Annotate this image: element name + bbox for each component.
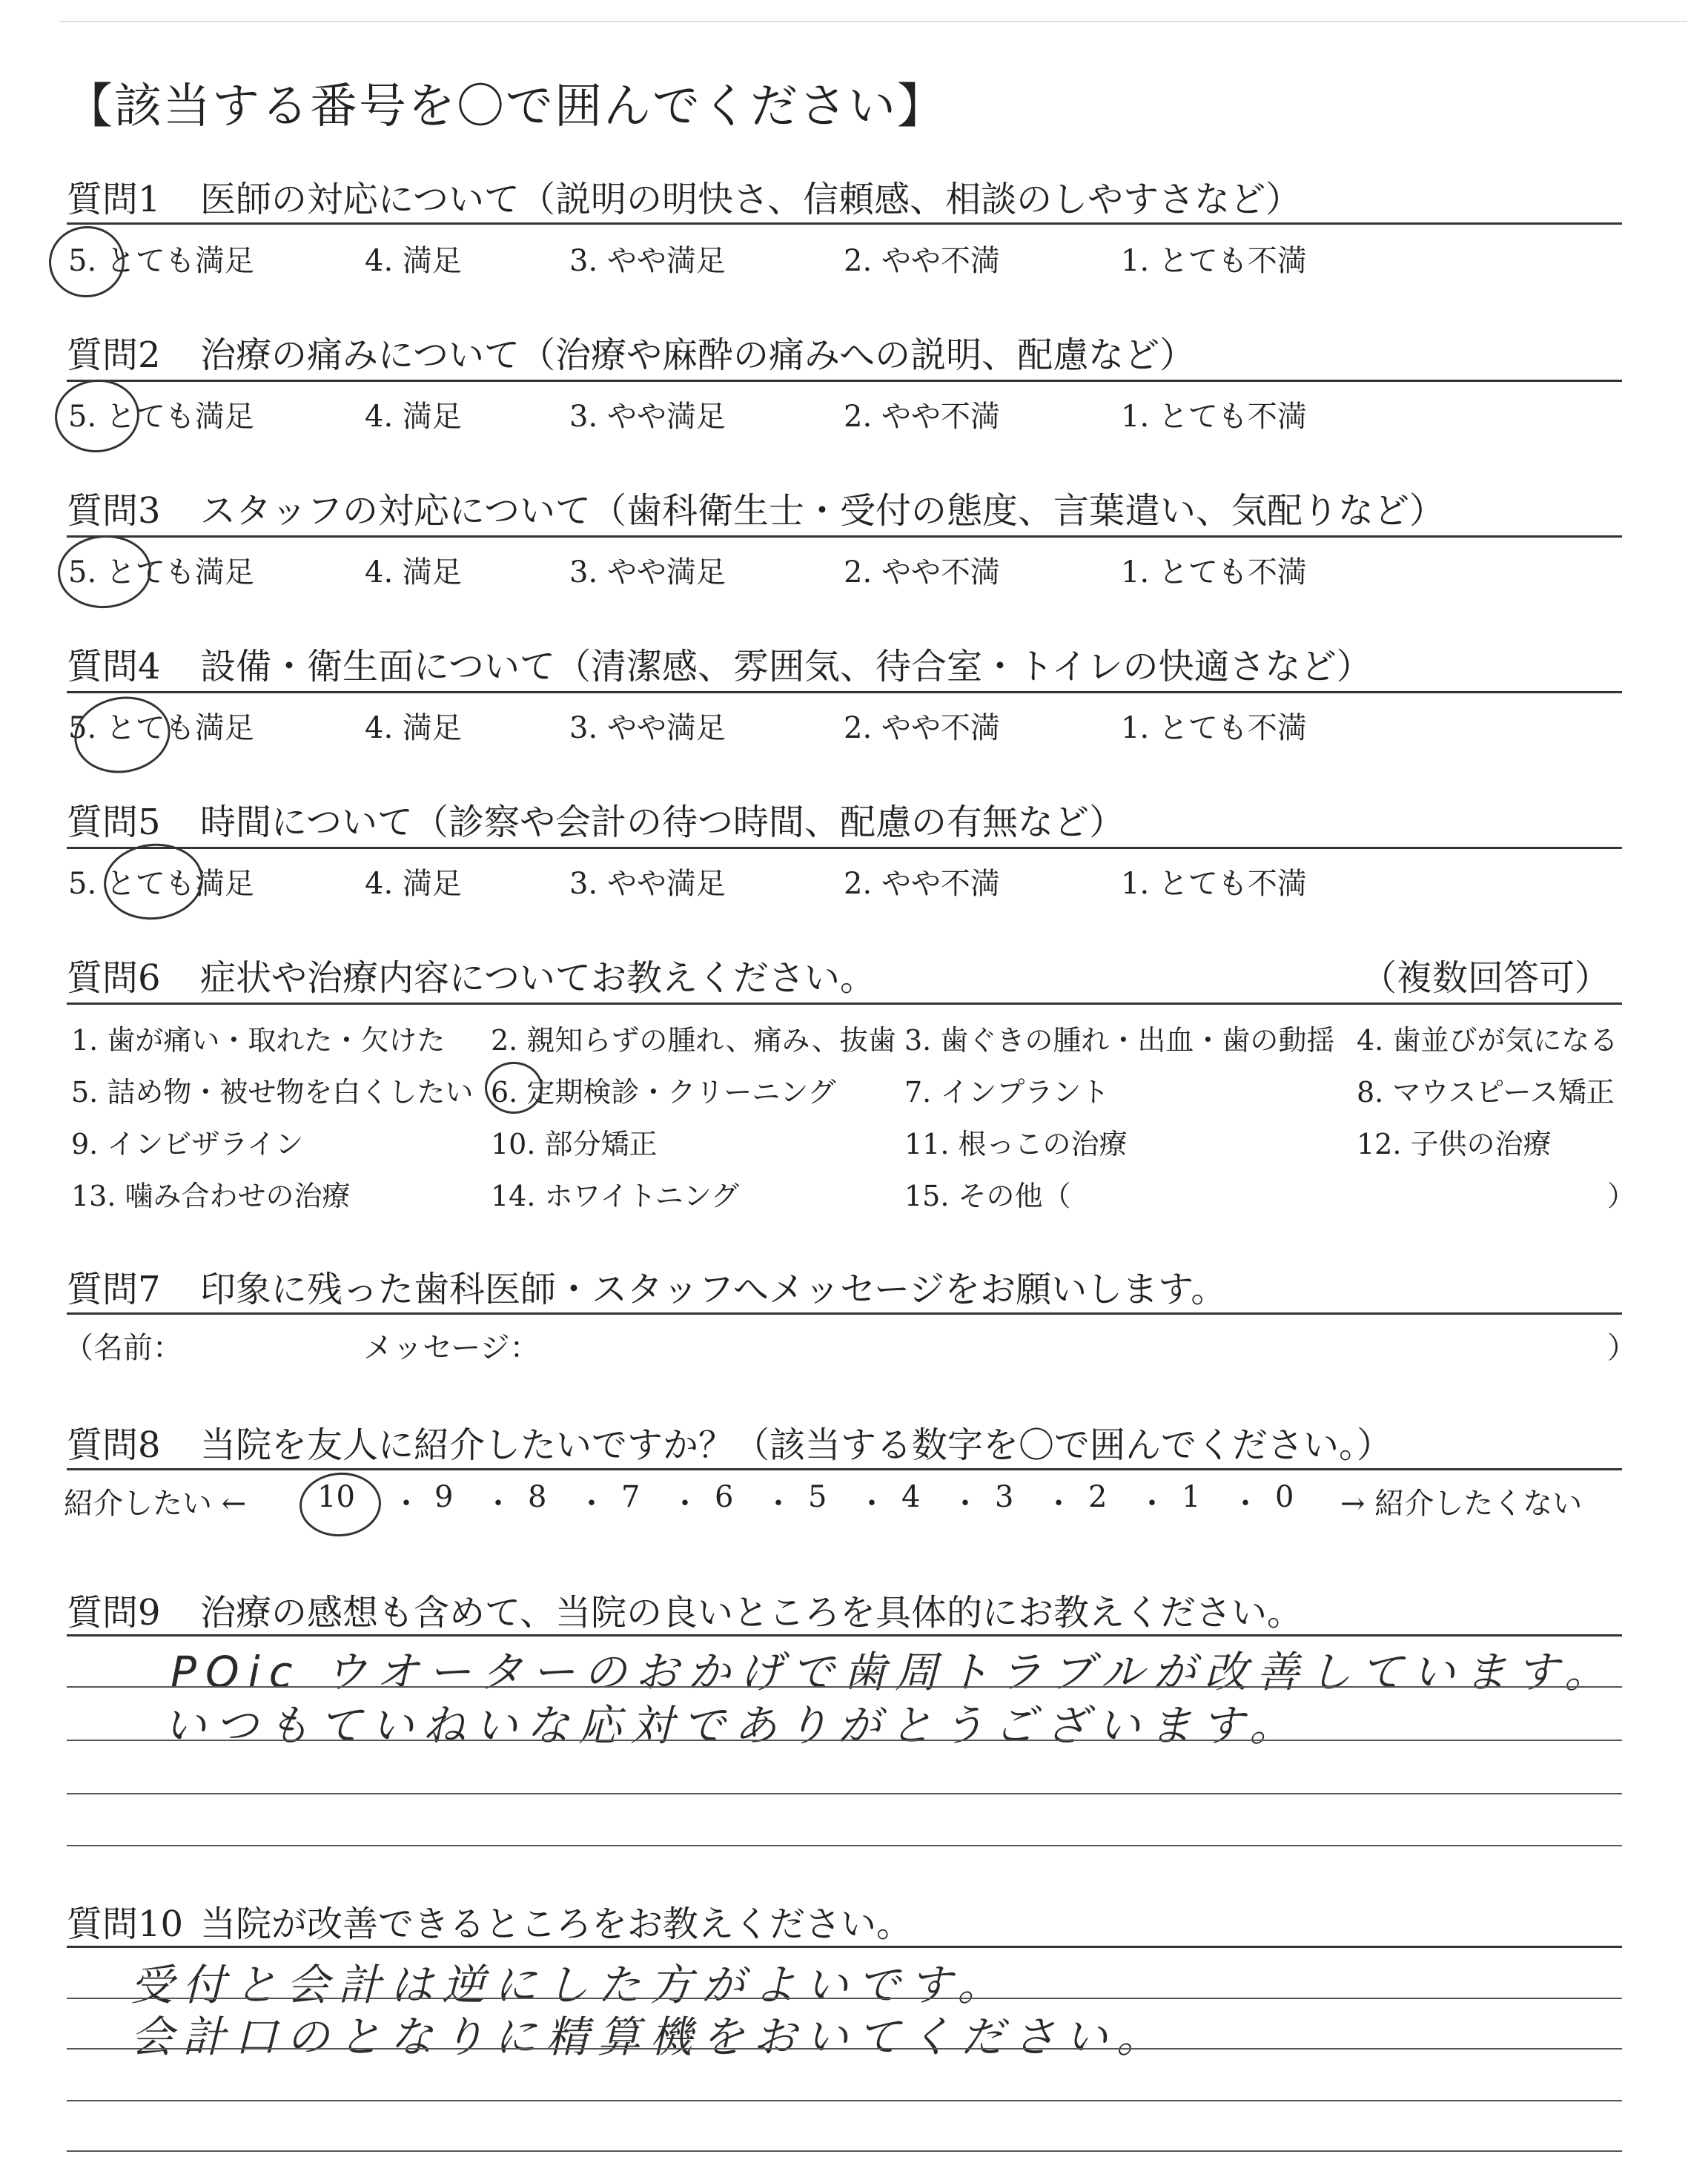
divider xyxy=(67,1312,1622,1315)
q6-option-4[interactable]: 4. 歯並びが気になる xyxy=(1357,1024,1618,1057)
scale-separator: ・ xyxy=(950,1487,980,1521)
message-close-paren: ） xyxy=(1607,1331,1637,1365)
option-4[interactable]: 4. 満足 xyxy=(365,867,462,901)
divider xyxy=(67,847,1622,849)
answer-circle xyxy=(485,1062,543,1114)
option-4[interactable]: 4. 満足 xyxy=(365,555,462,589)
option-2[interactable]: 2. やや不満 xyxy=(844,400,1000,434)
scale-separator: ・ xyxy=(857,1487,887,1521)
divider xyxy=(67,380,1622,382)
q6-option-6[interactable]: 6. 定期検診・クリーニング xyxy=(491,1076,836,1109)
scale-separator: ・ xyxy=(764,1487,793,1521)
question-text: 症状や治療内容についてお教えください。 xyxy=(200,957,876,999)
question-text: 医師の対応について（説明の明快さ、信頼感、相談のしやすさなど） xyxy=(200,179,1302,220)
q6-other-close-paren: ） xyxy=(1607,1180,1636,1212)
option-5[interactable]: 5. とても満足 xyxy=(68,555,254,589)
question-text: 当院を友人に紹介したいですか？（該当する数字を〇で囲んでください。） xyxy=(200,1424,1393,1466)
message-label: メッセージ： xyxy=(363,1331,540,1365)
scale-separator: ・ xyxy=(391,1487,421,1521)
scale-8[interactable]: 8 xyxy=(528,1480,547,1514)
question-text: 治療の痛みについて（治療や麻酔の痛みへの説明、配慮など） xyxy=(200,334,1196,376)
scale-separator: ・ xyxy=(1231,1487,1260,1521)
scale-4[interactable]: 4 xyxy=(901,1480,921,1514)
question-number: 質問1 xyxy=(67,179,161,220)
question-text: 治療の感想も含めて、当院の良いところを具体的にお教えください。 xyxy=(200,1592,1303,1634)
question-text: スタッフの対応について（歯科衛生士・受付の態度、言葉遣い、気配りなど） xyxy=(200,490,1446,532)
question-number: 質問7 xyxy=(67,1269,161,1310)
q6-option-11[interactable]: 11. 根っこの治療 xyxy=(904,1128,1128,1160)
scale-separator: ・ xyxy=(670,1487,700,1521)
writing-line xyxy=(67,2100,1622,2101)
answer-circle xyxy=(56,532,154,612)
multiple-answer-note: （複数回答可） xyxy=(1361,957,1611,999)
scale-0[interactable]: 0 xyxy=(1275,1480,1294,1514)
option-4[interactable]: 4. 満足 xyxy=(365,400,462,434)
answer-circle xyxy=(44,221,129,302)
question-number: 質問6 xyxy=(67,957,161,999)
scale-9[interactable]: 9 xyxy=(434,1480,454,1514)
writing-line xyxy=(67,1686,1622,1688)
answer-circle xyxy=(297,1470,383,1539)
option-1[interactable]: 1. とても不満 xyxy=(1121,400,1307,434)
question-number: 質問4 xyxy=(67,646,161,687)
option-4[interactable]: 4. 満足 xyxy=(365,244,462,278)
handwritten-answer-line-1: POic ウオーターのおかげで歯周トラブルが改善しています。 xyxy=(171,1647,1617,1697)
writing-line xyxy=(67,2150,1622,2152)
option-3[interactable]: 3. やや満足 xyxy=(569,867,726,901)
option-5[interactable]: 5. とても満足 xyxy=(68,244,254,278)
option-3[interactable]: 3. やや満足 xyxy=(569,400,726,434)
q6-option-12[interactable]: 12. 子供の治療 xyxy=(1357,1128,1552,1160)
option-2[interactable]: 2. やや不満 xyxy=(844,711,1000,745)
q6-option-2[interactable]: 2. 親知らずの腫れ、痛み、抜歯 xyxy=(491,1024,896,1057)
q6-option-10[interactable]: 10. 部分矯正 xyxy=(491,1128,658,1160)
scale-separator: ・ xyxy=(483,1487,513,1521)
scale-separator: ・ xyxy=(1044,1487,1073,1521)
scale-6[interactable]: 6 xyxy=(715,1480,734,1514)
option-3[interactable]: 3. やや満足 xyxy=(569,244,726,278)
option-2[interactable]: 2. やや不満 xyxy=(844,555,1000,589)
divider xyxy=(67,535,1622,538)
writing-line xyxy=(67,2048,1622,2050)
writing-line xyxy=(67,1793,1622,1794)
answer-circle xyxy=(51,375,143,456)
option-3[interactable]: 3. やや満足 xyxy=(569,555,726,589)
scale-3[interactable]: 3 xyxy=(995,1480,1014,1514)
recommend-right-label: → 紹介したくない xyxy=(1340,1487,1583,1521)
option-4[interactable]: 4. 満足 xyxy=(365,711,462,745)
option-2[interactable]: 2. やや不満 xyxy=(844,867,1000,901)
option-5[interactable]: 5. とても満足 xyxy=(68,867,254,901)
q6-option-9[interactable]: 9. インビザライン xyxy=(71,1128,304,1160)
question-text: 印象に残った歯科医師・スタッフへメッセージをお願いします。 xyxy=(200,1269,1227,1310)
q6-option-5[interactable]: 5. 詰め物・被せ物を白くしたい xyxy=(71,1076,474,1109)
divider xyxy=(67,1946,1622,1948)
q6-option-7[interactable]: 7. インプラント xyxy=(904,1076,1110,1109)
question-text: 設備・衛生面について（清潔感、雰囲気、待合室・トイレの快適さなど） xyxy=(200,646,1372,687)
name-label: （名前： xyxy=(64,1331,182,1365)
option-5[interactable]: 5. とても満足 xyxy=(68,711,254,745)
scale-separator: ・ xyxy=(577,1487,606,1521)
recommend-left-label: 紹介したい ← xyxy=(64,1487,247,1521)
writing-line xyxy=(67,1998,1622,1999)
question-number: 質問3 xyxy=(67,490,161,532)
question-text: 時間について（診察や会計の待つ時間、配慮の有無など） xyxy=(200,802,1125,843)
q6-option-8[interactable]: 8. マウスピース矯正 xyxy=(1357,1076,1615,1109)
question-number: 質問5 xyxy=(67,802,161,843)
q6-option-15[interactable]: 15. その他（ xyxy=(904,1180,1071,1212)
option-1[interactable]: 1. とても不満 xyxy=(1121,711,1307,745)
q6-option-3[interactable]: 3. 歯ぐきの腫れ・出血・歯の動揺 xyxy=(904,1024,1335,1057)
divider xyxy=(67,691,1622,693)
answer-circle xyxy=(100,839,207,924)
option-1[interactable]: 1. とても不満 xyxy=(1121,867,1307,901)
q6-option-1[interactable]: 1. 歯が痛い・取れた・欠けた xyxy=(71,1024,446,1057)
handwritten-answer-line-1: 受付と会計は逆にした方がよいです。 xyxy=(130,1960,1010,2010)
option-5[interactable]: 5. とても満足 xyxy=(68,400,254,434)
divider xyxy=(67,1634,1622,1636)
divider xyxy=(67,222,1622,225)
question-number: 質問8 xyxy=(67,1424,161,1466)
answer-circle xyxy=(68,689,176,780)
scale-10[interactable]: 10 xyxy=(317,1480,355,1514)
scale-7[interactable]: 7 xyxy=(621,1480,640,1514)
instruction-header: 【該当する番号を〇で囲んでください】 xyxy=(65,79,946,134)
scale-2[interactable]: 2 xyxy=(1088,1480,1108,1514)
page-top-edge xyxy=(59,21,1687,22)
question-number: 質問2 xyxy=(67,334,161,376)
writing-line xyxy=(67,1740,1622,1741)
question-number: 質問9 xyxy=(67,1592,161,1634)
question-number: 質問10 xyxy=(67,1903,184,1945)
scale-separator: ・ xyxy=(1137,1487,1167,1521)
option-2[interactable]: 2. やや不満 xyxy=(844,244,1000,278)
option-1[interactable]: 1. とても不満 xyxy=(1121,555,1307,589)
q6-option-13[interactable]: 13. 噛み合わせの治療 xyxy=(71,1180,351,1212)
option-1[interactable]: 1. とても不満 xyxy=(1121,244,1307,278)
scale-5[interactable]: 5 xyxy=(808,1480,827,1514)
scale-1[interactable]: 1 xyxy=(1182,1480,1201,1514)
question-text: 当院が改善できるところをお教えください。 xyxy=(200,1903,913,1945)
writing-line xyxy=(67,1845,1622,1846)
divider xyxy=(67,1003,1622,1005)
handwritten-answer-line-2: 会計口のとなりに精算機をおいてください。 xyxy=(130,2012,1169,2062)
divider xyxy=(67,1468,1622,1470)
option-3[interactable]: 3. やや満足 xyxy=(569,711,726,745)
q6-option-14[interactable]: 14. ホワイトニング xyxy=(491,1180,740,1212)
handwritten-answer-line-2: いつもていねいな応対でありがとうございます。 xyxy=(163,1700,1302,1751)
